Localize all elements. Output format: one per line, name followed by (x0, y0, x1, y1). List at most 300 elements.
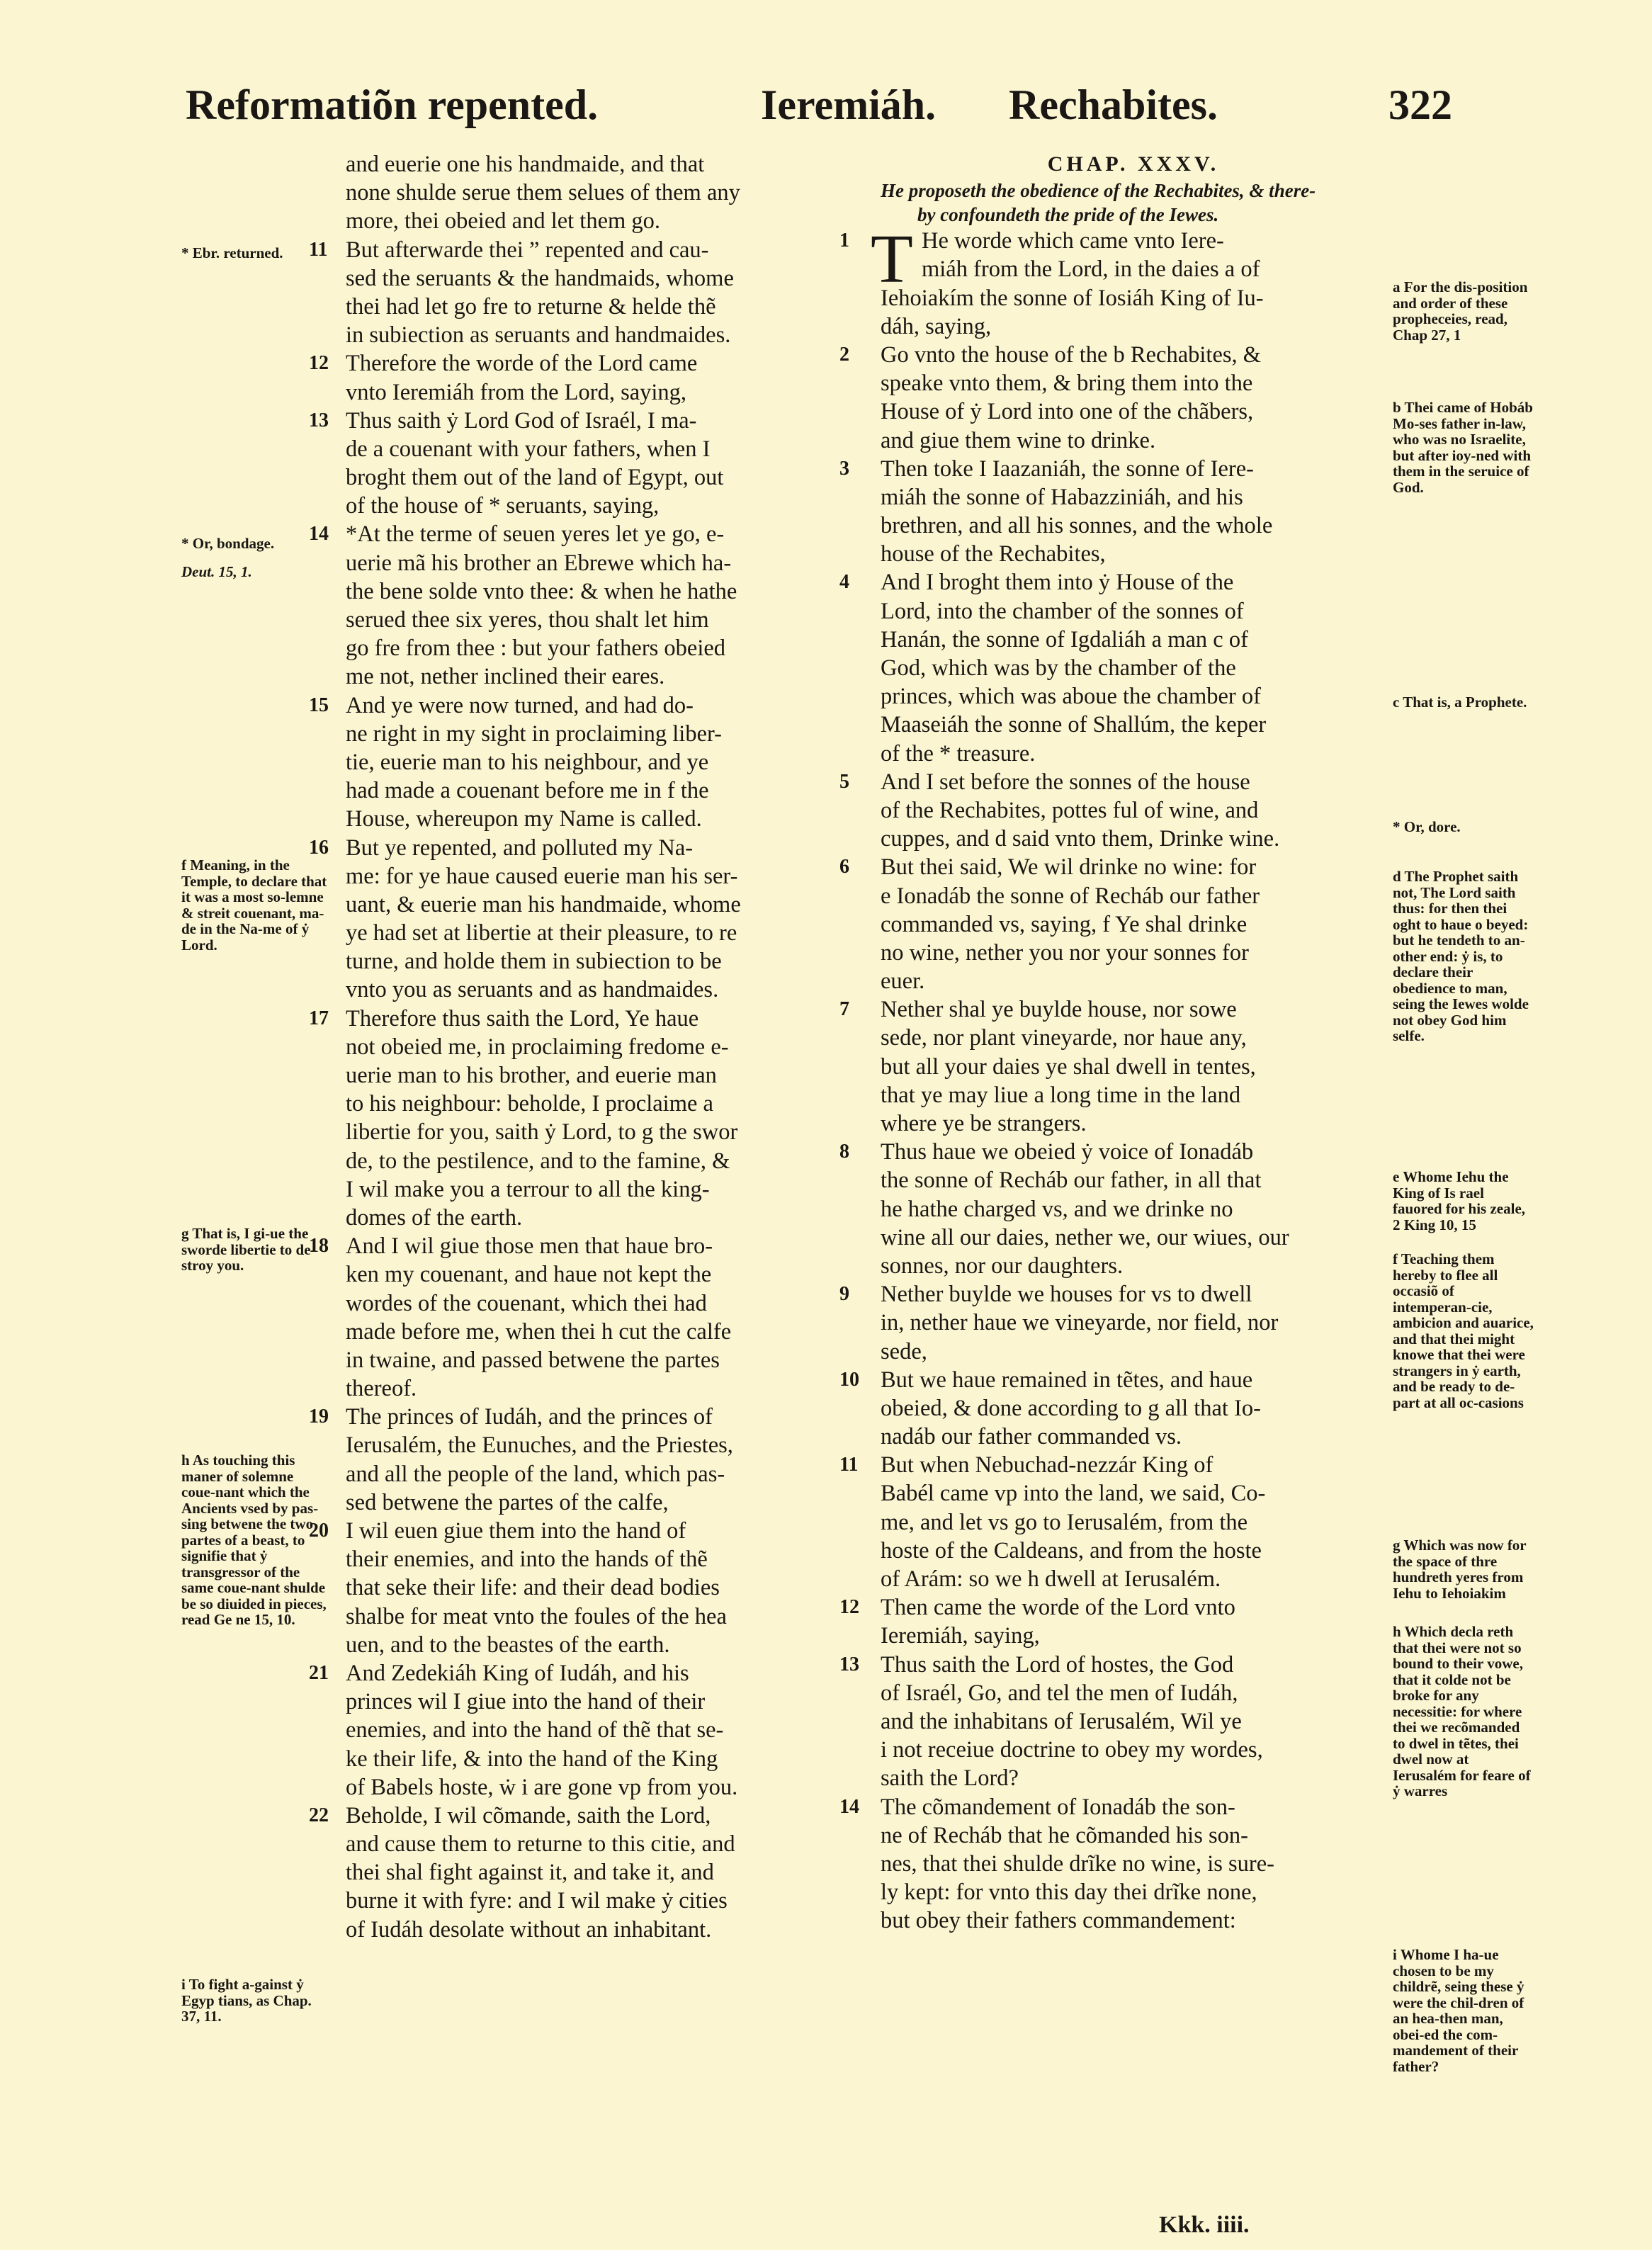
line-text: House of ẏ Lord into one of the chãbers, (881, 399, 1254, 425)
margin-note-returned: * Ebr. returned. (181, 244, 283, 261)
line-text: sede, (881, 1338, 927, 1364)
line-text: burne it with fyre: and I wil make ẏ cities (346, 1888, 728, 1914)
margin-note-b: b Thei came of Hobáb Mo-ses father in-law, who was no Israelite, but after ioy-ned with them in the seruice of God. (1393, 399, 1533, 496)
line-text: princes, which was aboue the chamber of (881, 684, 1261, 710)
text-line (346, 748, 856, 776)
line-text: of the * treasure. (881, 740, 1036, 767)
line-text: turne, and holde them in subiection to be (346, 949, 722, 975)
line-text: me, and let vs go to Ierusalém, from the (881, 1509, 1248, 1535)
text-line (309, 349, 856, 378)
text-line (346, 862, 856, 891)
line-text: the sonne of Recháb our father, in all that (881, 1168, 1262, 1194)
margin-note-treasure: * Or, dore. (1393, 818, 1461, 835)
text-line (346, 1602, 856, 1631)
text-line (309, 1232, 856, 1260)
line-text: But ye repented, and polluted my Na- (346, 835, 694, 861)
line-text: their enemies, and into the hands of thẽ (346, 1547, 708, 1573)
text-line (839, 853, 1386, 881)
text-line (309, 1403, 856, 1431)
text-line (881, 511, 1386, 540)
text-line (346, 1260, 856, 1289)
line-text: Therefore thus saith the Lord, Ye haue (346, 1005, 699, 1031)
line-text: and euerie one his handmaide, and that (346, 152, 705, 177)
line-text: Then toke I Iaazaniáh, the sonne of Iere- (881, 456, 1254, 482)
line-text: sed the seruants & the handmaids, whome (346, 265, 734, 291)
line-text: uerie man to his brother, and euerie man (346, 1063, 717, 1088)
text-line (881, 1423, 1386, 1451)
margin-note-bondage: * Or, bondage. (181, 535, 275, 552)
margin-note-egypt: i To fight a-gainst ẏ Egyp tians, as Chap. 37, 11. (181, 1976, 312, 2025)
line-text: domes of the earth. (346, 1204, 523, 1231)
text-line (881, 312, 1386, 341)
line-text: Nether shal ye buylde house, nor sowe (881, 997, 1237, 1023)
line-text: commanded vs, saying, f Ye shal drinke (881, 911, 1248, 937)
text-line (881, 711, 1386, 739)
right-text-column (839, 150, 1386, 1935)
text-line (881, 1479, 1386, 1508)
text-line (346, 150, 856, 179)
line-text: Beholde, I wil cõmande, saith the Lord, (346, 1802, 711, 1828)
text-line (881, 796, 1386, 825)
left-text-column (309, 150, 859, 1944)
line-text: And Zedekiáh King of Iudáh, and his (346, 1660, 689, 1686)
text-line (881, 397, 1386, 426)
line-text: vnto Ieremiáh from the Lord, saying, (346, 379, 687, 405)
text-line (346, 1916, 856, 1944)
text-line (346, 1745, 856, 1773)
verse-number: 7 (839, 998, 849, 1021)
line-text: saith the Lord? (881, 1765, 1019, 1792)
second-verse-line (881, 255, 1386, 283)
line-text: me not, nether inclined their eares. (346, 664, 665, 690)
text-line (881, 825, 1386, 853)
verse-number: 14 (839, 1795, 859, 1818)
line-text: speake vnto them, & bring them into the (881, 371, 1253, 397)
text-line (881, 1394, 1386, 1423)
drop-cap: T (871, 221, 913, 298)
line-text: de, to the pestilence, and to the famine, & (346, 1148, 730, 1174)
text-line (346, 634, 856, 662)
text-line (839, 1451, 1386, 1479)
line-text: enemies, and into the hand of thẽ that se- (346, 1717, 724, 1743)
line-text: dáh, saying, (881, 313, 992, 339)
line-text: sed betwene the partes of the calfe, (346, 1489, 669, 1515)
line-text: and giue them wine to drinke. (881, 427, 1156, 453)
text-line (346, 577, 856, 606)
line-text: But we haue remained in tẽtes, and haue (881, 1367, 1253, 1393)
text-line (881, 967, 1386, 995)
line-text: but all your daies ye shal dwell in tentes, (881, 1053, 1256, 1080)
verse-number: 18 (309, 1235, 329, 1257)
text-line (346, 947, 856, 976)
text-line (881, 1679, 1386, 1707)
running-head-right: Rechabites. (1009, 81, 1218, 128)
text-line (346, 435, 856, 463)
text-line (881, 1024, 1386, 1052)
text-line (881, 1736, 1386, 1764)
text-line (346, 321, 856, 349)
line-text: had made a couenant before me in f the (346, 778, 709, 804)
line-text: more, thei obeied and let them go. (346, 208, 661, 234)
text-line (346, 293, 856, 321)
margin-note-deut: Deut. 15, 1. (181, 563, 252, 580)
text-line (346, 1688, 856, 1716)
text-line (346, 378, 856, 407)
line-text: to his neighbour: beholde, I proclaime a (346, 1091, 713, 1117)
text-line (881, 1223, 1386, 1252)
text-line (346, 1460, 856, 1488)
text-line (346, 1346, 856, 1374)
line-text: of the house of * seruants, saying, (346, 493, 660, 519)
verse-number: 12 (839, 1596, 859, 1619)
text-line (346, 1573, 856, 1602)
text-line (346, 1289, 856, 1318)
text-line (839, 1366, 1386, 1394)
line-text: Ierusalém, the Eunuches, and the Priestes, (346, 1432, 733, 1459)
text-line (346, 1545, 856, 1573)
line-text: none shulde serue them selues of them any (346, 180, 740, 206)
text-line (881, 597, 1386, 626)
line-text: And I broght them into ẏ House of the (881, 570, 1234, 596)
line-text: me: for ye haue caused euerie man his ser- (346, 863, 738, 889)
verse-number: 6 (839, 856, 849, 878)
verse-number: 14 (309, 523, 329, 545)
text-line (309, 520, 856, 548)
verse-number: 22 (309, 1804, 329, 1826)
text-line (881, 1537, 1386, 1565)
text-line (881, 1764, 1386, 1792)
text-line (346, 1061, 856, 1090)
text-line (881, 939, 1386, 967)
line-text: of Arám: so we h dwell at Ierusalém. (881, 1566, 1221, 1592)
line-text: But afterwarde thei ” repented and cau- (346, 237, 709, 263)
line-text: and the inhabitans of Ierusalém, Wil ye (881, 1708, 1242, 1734)
line-text: obeied, & done according to g all that Io- (881, 1395, 1261, 1421)
text-line (881, 1166, 1386, 1194)
text-line (346, 1090, 856, 1118)
line-text: vnto you as seruants and as handmaides. (346, 977, 719, 1003)
verse-number: 8 (839, 1141, 849, 1163)
line-text: miáh the sonne of Habazziniáh, and his (881, 484, 1243, 510)
text-line (346, 492, 856, 520)
line-text: not obeied me, in proclaiming fredome e- (346, 1034, 729, 1060)
text-line (881, 654, 1386, 682)
line-text: made before me, when thei h cut the calfe (346, 1318, 732, 1345)
verse-number: 9 (839, 1283, 849, 1306)
text-line (346, 463, 856, 492)
text-line (346, 976, 856, 1004)
running-head-book: Ieremiáh. (761, 81, 937, 128)
line-text: the bene solde vnto thee: & when he hathe (346, 578, 737, 604)
margin-note-g2: g Which was now for the space of thre hundreth yeres from Iehu to Iehoiakim (1393, 1537, 1527, 1602)
line-text: ke their life, & into the hand of the King (346, 1746, 718, 1772)
verse-number: 12 (309, 352, 329, 375)
margin-note-f: f Meaning, in the Temple, to declare that it was a most so-lemne & streit couenant, ma-de in the Na-me of ẏ Lord. (181, 857, 327, 954)
verse-number: 13 (839, 1653, 859, 1675)
text-line (346, 1488, 856, 1517)
text-line (881, 1338, 1386, 1366)
line-text: no wine, nether you nor your sonnes for (881, 939, 1249, 966)
line-text: that seke their life: and their dead bodies (346, 1575, 720, 1601)
line-text: wordes of the couenant, which thei had (346, 1290, 707, 1316)
text-line (881, 1053, 1386, 1081)
text-line (346, 1887, 856, 1915)
text-line: He worde which came vnto Iere- (922, 228, 1224, 254)
margin-note-e: e Whome Iehu the King of Is rael fauored for his zeale, 2 King 10, 15 (1393, 1168, 1526, 1233)
text-line (881, 1252, 1386, 1280)
text-line (839, 1593, 1386, 1622)
verse-number: 17 (309, 1007, 329, 1029)
folio-number: 322 (1388, 81, 1452, 128)
text-line (346, 1118, 856, 1146)
line-text: Hanán, the sonne of Igdaliáh a man c of (881, 626, 1248, 652)
text-line (839, 1651, 1386, 1679)
line-text: of Babels hoste, ẇ i are gone vp from you. (346, 1774, 738, 1800)
text-line (346, 1830, 856, 1858)
line-text: thei had let go fre to returne & helde thẽ (346, 293, 716, 320)
line-text: But thei said, We wil drinke no wine: for (881, 854, 1257, 881)
line-text: and all the people of the land, which pas- (346, 1461, 725, 1487)
line-text: where ye be strangers. (881, 1111, 1087, 1136)
verse-number: 13 (309, 409, 329, 431)
line-text: ne right in my sight in proclaiming liber- (346, 720, 722, 747)
text-line (346, 264, 856, 293)
line-text: ne of Recháb that he cõmanded his son- (881, 1822, 1248, 1848)
text-line (346, 919, 856, 947)
text-line (309, 236, 856, 264)
line-text: sonnes, nor our daughters. (881, 1253, 1124, 1279)
line-text: cuppes, and d said vnto them, Drinke wine. (881, 826, 1280, 852)
line-text: de a couenant with your fathers, when I (346, 436, 711, 462)
line-text: in twaine, and passed betwene the partes (346, 1347, 720, 1373)
verse-number: 4 (839, 571, 849, 594)
text-line (346, 1175, 856, 1204)
line-text: nes, that thei shulde drĩke no wine, is sure- (881, 1850, 1274, 1877)
line-text: of the Rechabites, pottes ful of wine, and (881, 797, 1259, 823)
margin-note-a: a For the dis-position and order of these propheceies, read, Chap 27, 1 (1393, 278, 1528, 344)
line-text: ken my couenant, and haue not kept the (346, 1262, 712, 1288)
line-text: shalbe for meat vnto the foules of the hea (346, 1603, 727, 1629)
text-line (309, 834, 856, 862)
text-line (346, 662, 856, 691)
line-text: Lord, into the chamber of the sonnes of (881, 598, 1244, 624)
verse-number: 10 (839, 1368, 859, 1391)
line-text: Go vnto the house of the b Rechabites, & (881, 341, 1262, 368)
text-line (346, 179, 856, 207)
text-line (881, 1508, 1386, 1537)
text-line (346, 1631, 856, 1659)
verse-number: 21 (309, 1661, 329, 1684)
margin-note-d: d The Prophet saith not, The Lord saith thus: for then thei oght to haue o beyed: but he tendeth to an-other end: ẏ is, to declare their obedience to man, seing the Iewes wolde not obey God him selfe. (1393, 868, 1529, 1044)
text-line (346, 207, 856, 235)
text-line (346, 891, 856, 919)
verse-number: 5 (839, 770, 849, 793)
line-text: uen, and to the beastes of the earth. (346, 1632, 670, 1658)
text-line (839, 1280, 1386, 1308)
chapter-argument (881, 179, 1386, 227)
line-text: I wil make you a terrour to all the king- (346, 1176, 710, 1202)
text-line (881, 369, 1386, 397)
chapter-heading: CHAP. XXXV. (1047, 152, 1220, 176)
text-line (881, 1850, 1386, 1878)
text-line (881, 1081, 1386, 1109)
text-line (839, 455, 1386, 483)
verse-number: 19 (309, 1406, 329, 1428)
margin-note-f2: f Teaching them hereby to flee all occasiõ of intemperan-cie, ambicion and auarice, and that thei might knowe that thei were strangers in ẏ earth, and be ready to de-part at all oc-casions (1393, 1250, 1534, 1411)
line-text: but obey their fathers commandement: (881, 1908, 1236, 1934)
text-line (881, 1707, 1386, 1736)
text-line (881, 740, 1386, 768)
line-text: Therefore the worde of the Lord came (346, 351, 698, 377)
signature-mark: Kkk. iiii. (1159, 2212, 1250, 2238)
text-line (839, 1793, 1386, 1821)
line-text: Babél came vp into the land, we said, Co- (881, 1481, 1266, 1507)
margin-note-h: h As touching this maner of solemne coue-nant which the Ancients vsed by pas-sing betwene the two partes of a beast, to signifie that ẏ transgressor of the same coue-nant shulde be so diuided in pieces, read Ge ne 15, 10. (181, 1452, 327, 1628)
line-text: wine all our daies, nether we, our wiues, our (881, 1224, 1289, 1250)
text-line (881, 483, 1386, 511)
text-line (346, 805, 856, 833)
line-text: and cause them to returne to this citie, and (346, 1831, 735, 1858)
line-text: Maaseiáh the sonne of Shallúm, the keper (881, 712, 1267, 738)
line-text: Thus saith the Lord of hostes, the God (881, 1651, 1234, 1678)
text-line (881, 1878, 1386, 1906)
verse-number: 20 (309, 1520, 329, 1542)
text-line (839, 1138, 1386, 1166)
text-line (881, 1821, 1386, 1850)
line-text: nadáb our father commanded vs. (881, 1424, 1182, 1450)
text-line (881, 426, 1386, 455)
verse-number: 15 (309, 694, 329, 716)
line-text: i not receiue doctrine to obey my wordes, (881, 1737, 1263, 1763)
line-text: princes wil I giue into the hand of their (346, 1689, 706, 1715)
text-line (309, 1659, 856, 1688)
line-text: in, nether haue we vineyarde, nor field, nor (881, 1310, 1279, 1336)
margin-note-g: g That is, I gi-ue the sworde libertie to de-stroy you. (181, 1225, 316, 1274)
text-line (839, 341, 1386, 369)
line-text: broght them out of the land of Egypt, out (346, 465, 724, 491)
text-line (346, 1318, 856, 1346)
text-line (881, 910, 1386, 939)
text-line (346, 549, 856, 577)
verse-number: 2 (839, 343, 849, 366)
line-text: serued thee six yeres, thou shalt let him (346, 607, 709, 633)
line-text: *At the terme of seuen yeres let ye go, e- (346, 521, 725, 548)
text-line: miáh from the Lord, in the daies a of (922, 256, 1260, 283)
line-text: ye had set at libertie at their pleasure, to re (346, 920, 737, 946)
text-line (839, 568, 1386, 597)
line-text: And I set before the sonnes of the house (881, 769, 1250, 795)
right-column-lines (839, 284, 1386, 1935)
line-text: The cõmandement of Ionadáb the son- (881, 1794, 1235, 1820)
line-text: thereof. (346, 1376, 417, 1402)
text-line (346, 1033, 856, 1061)
line-text: Then came the worde of the Lord vnto (881, 1595, 1235, 1621)
text-line (346, 1374, 856, 1403)
line-text: in subiection as seruants and handmaides. (346, 322, 731, 349)
argument-line: He proposeth the obedience of the Rechabites, & there- (881, 180, 1316, 202)
line-text: Thus saith ẏ Lord God of Israél, I ma- (346, 407, 697, 434)
line-text: euer. (881, 968, 925, 995)
margin-note-c: c That is, a Prophete. (1393, 694, 1527, 711)
text-line (346, 1431, 856, 1459)
line-text: But when Nebuchad-nezzár King of (881, 1452, 1213, 1479)
text-line (881, 1109, 1386, 1138)
line-text: Thus haue we obeied ẏ voice of Ionadáb (881, 1139, 1254, 1165)
line-text: libertie for you, saith ẏ Lord, to g the swor (346, 1119, 738, 1146)
line-text: God, which was by the chamber of the (881, 655, 1236, 681)
line-text: Nether buylde we houses for vs to dwell (881, 1282, 1252, 1308)
line-text: e Ionadáb the sonne of Recháb our father (881, 883, 1260, 909)
line-text: go fre from thee : but your fathers obeied (346, 635, 726, 662)
verse-number: 3 (839, 457, 849, 480)
text-line (346, 1204, 856, 1232)
argument-line: by confoundeth the pride of the Iewes. (917, 204, 1219, 226)
text-line (881, 1195, 1386, 1223)
line-text: of Israél, Go, and tel the men of Iudáh, (881, 1680, 1238, 1706)
verse-number: 11 (839, 1454, 859, 1476)
text-line (346, 776, 856, 805)
text-line (346, 720, 856, 748)
text-line (309, 407, 856, 435)
text-line (309, 1517, 856, 1545)
text-line (881, 682, 1386, 711)
text-line (309, 1802, 856, 1830)
verse-number: 16 (309, 836, 329, 859)
text-line (881, 626, 1386, 654)
line-text: The princes of Iudáh, and the princes of (346, 1404, 713, 1430)
text-line (309, 1005, 856, 1033)
line-text: thei shal fight against it, and take it, and (346, 1860, 714, 1886)
line-text: he hathe charged vs, and we drinke no (881, 1196, 1233, 1222)
verse-number: 11 (309, 238, 328, 261)
line-text: brethren, and all his sonnes, and the whole (881, 513, 1273, 539)
line-text: of Iudáh desolate without an inhabitant. (346, 1916, 712, 1943)
text-line (346, 606, 856, 634)
line-text: uerie mã his brother an Ebrewe which ha- (346, 550, 732, 576)
running-head-left: Reformatiõn repented. (186, 81, 599, 128)
text-line (881, 1308, 1386, 1337)
text-line (346, 1716, 856, 1744)
verse-number: 1 (839, 230, 849, 252)
margin-note-i: i Whome I ha-ue chosen to be my childrẽ, seing these ẏ were the chil-dren of an hea-then man, obei-ed the com-mandement of their father? (1393, 1946, 1524, 2075)
text-line (881, 1622, 1386, 1650)
line-text: uant, & euerie man his handmaide, whome (346, 891, 741, 917)
text-line (881, 540, 1386, 568)
text-line (881, 882, 1386, 910)
line-text: And I wil giue those men that haue bro- (346, 1233, 713, 1260)
line-text: Ieremiáh, saying, (881, 1623, 1040, 1649)
line-text: house of the Rechabites, (881, 541, 1106, 567)
line-text: I wil euen giue them into the hand of (346, 1518, 686, 1544)
line-text: ly kept: for vnto this day thei drĩke none, (881, 1879, 1257, 1906)
text-line (881, 1565, 1386, 1593)
line-text: hoste of the Caldeans, and from the hoste (881, 1537, 1262, 1564)
text-line (346, 1147, 856, 1175)
line-text: that ye may liue a long time in the land (881, 1082, 1241, 1108)
text-line (346, 1858, 856, 1887)
text-line (839, 768, 1386, 796)
line-text: And ye were now turned, and had do- (346, 692, 694, 718)
line-text: Iehoiakím the sonne of Iosiáh King of Iu- (881, 285, 1264, 311)
text-line (346, 1773, 856, 1802)
text-line (881, 284, 1386, 312)
text-line (309, 691, 856, 720)
text-line (839, 995, 1386, 1024)
text-line (881, 1906, 1386, 1935)
line-text: House, whereupon my Name is called. (346, 806, 702, 832)
line-text: tie, euerie man to his neighbour, and ye (346, 749, 709, 775)
margin-note-h2: h Which decla reth that thei were not so bound to their vowe, that it colde not be broke for any necessitie: for where thei we recõmanded to dwel in tẽtes, thei dwel now at Ierusalém for feare of ẏ warres (1393, 1623, 1531, 1799)
